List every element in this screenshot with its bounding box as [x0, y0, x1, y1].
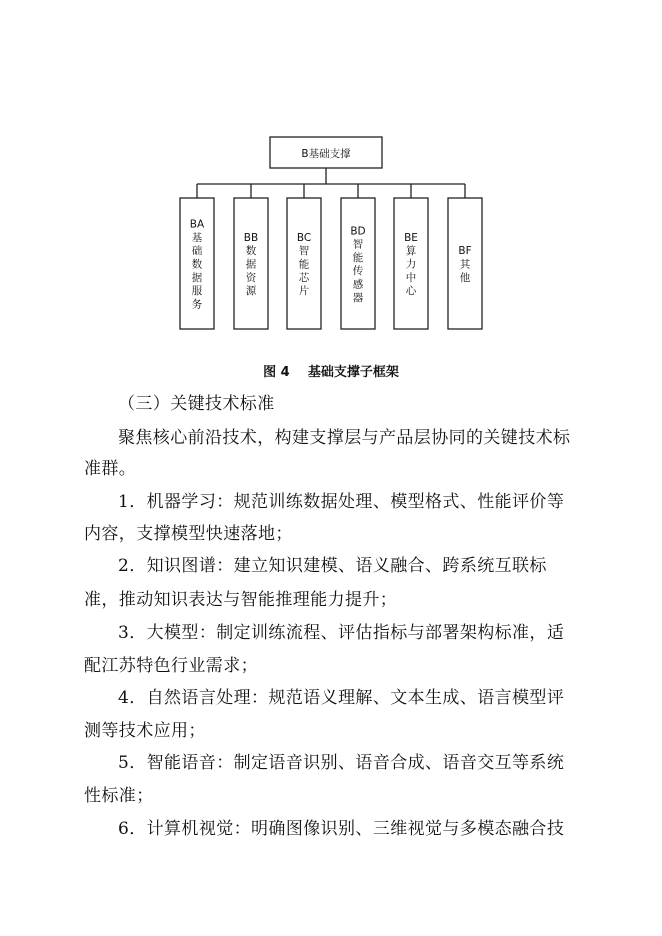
- paragraph-line: 聚焦核心前沿技术，构建支撑层与产品层协同的关键技术标: [118, 428, 571, 448]
- figure-title: 基础支撑子框架: [307, 365, 399, 380]
- list-item-line: 4．自然语言处理：规范语义理解、文本生成、语言模型评: [118, 688, 565, 708]
- figure-caption: [0, 361, 662, 380]
- child-node-label: BF 其他: [458, 245, 472, 284]
- root-node: [270, 137, 382, 168]
- list-item-line: 内容，支撑模型快速落地；: [84, 524, 293, 544]
- child-node: [341, 198, 375, 329]
- child-nodes: [180, 198, 482, 329]
- connector-lines: [197, 168, 465, 198]
- list-item-line: 5．智能语音：制定语音识别、语音合成、语音交互等系统: [118, 753, 565, 773]
- child-node: [234, 198, 268, 329]
- child-node-label: BD 智能传感器: [350, 225, 366, 304]
- child-node-label: BB 数据资源: [243, 231, 259, 298]
- root-node-label: B基础支撑: [301, 148, 351, 160]
- child-node-label: BE 算力中心: [404, 231, 418, 298]
- child-node-label: BC 智能芯片: [296, 231, 312, 298]
- child-node: [180, 198, 214, 329]
- child-node: [448, 198, 482, 329]
- child-node-label: BA 基础数据服务: [189, 218, 205, 311]
- list-item-line: 2．知识图谱：建立知识建模、语义融合、跨系统互联标: [118, 556, 547, 576]
- child-node: [287, 198, 321, 329]
- list-item-line: 性标准；: [84, 786, 154, 806]
- list-item-line: 配江苏特色行业需求；: [84, 656, 258, 676]
- framework-diagram: [0, 0, 662, 345]
- paragraph-line: 准群。: [84, 459, 137, 479]
- child-node: [394, 198, 428, 329]
- section-heading: （三）关键技术标准: [118, 394, 275, 414]
- figure-number: 图 4: [263, 365, 290, 380]
- list-item-line: 准，推动知识表达与智能推理能力提升；: [84, 590, 398, 610]
- list-item-line: 3．大模型：制定训练流程、评估指标与部署架构标准，适: [118, 623, 565, 643]
- list-item-line: 1．机器学习：规范训练数据处理、模型格式、性能评价等: [118, 492, 565, 512]
- list-item-line: 6．计算机视觉：明确图像识别、三维视觉与多模态融合技: [118, 819, 565, 839]
- list-item-line: 测等技术应用；: [84, 721, 206, 741]
